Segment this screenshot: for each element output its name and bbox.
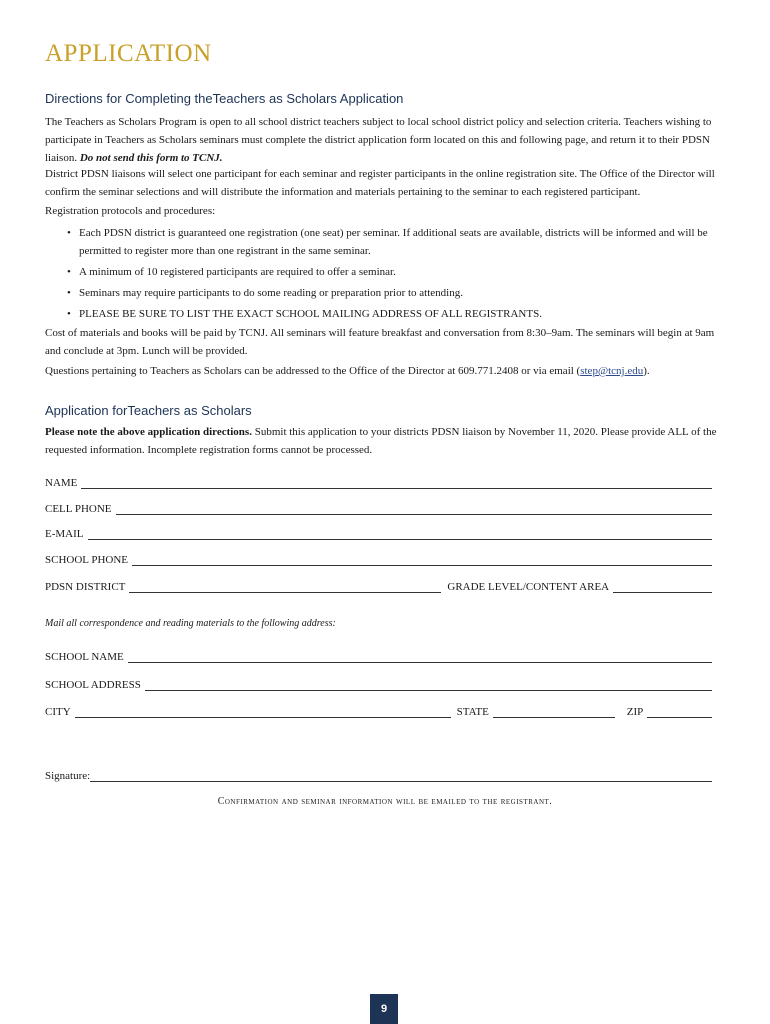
city-state-zip-row — [45, 702, 712, 718]
cell-phone-label: CELL PHONE — [45, 503, 112, 515]
p1-emphasis: Do not send this form to TCNJ. — [79, 152, 223, 164]
confirmation-note: Confirmation and seminar information will be emailed to the registrant. — [217, 796, 553, 807]
page-title: APPLICATION — [45, 40, 212, 67]
directions-paragraph-2: District PDSN liaisons will select one participant for each seminar and register participants in the online registration site. The Office of the Director will confirm the seminar selections and will distribute the information and materials pertaining to the seminar to each registered participant. — [45, 168, 715, 198]
cell-phone-line[interactable] — [116, 504, 712, 515]
school-phone-line[interactable] — [132, 555, 712, 566]
application-heading: Application forTeachers as Scholars — [45, 403, 252, 418]
zip-label: ZIP — [626, 706, 644, 718]
name-line[interactable] — [81, 478, 712, 489]
note-text: Submit this application to your districts PDSN liaison by November 11, 2020. Please provide ALL of the requested information. Incomplete registration forms cannot be processed. — [45, 426, 717, 456]
school-name-line[interactable] — [128, 652, 712, 663]
list-item: • A minimum of 10 registered participants are required to offer a seminar. — [45, 263, 725, 281]
note-bold: Please note the above application directions. — [45, 426, 252, 438]
district-grade-row — [45, 577, 712, 593]
directions-paragraph-3: Registration protocols and procedures: — [45, 205, 216, 217]
mail-note: Mail all correspondence and reading materials to the following address: — [45, 618, 336, 629]
page-number: 9 — [370, 994, 398, 1024]
school-address-label: SCHOOL ADDRESS — [45, 679, 141, 691]
pdsn-district-line[interactable] — [129, 582, 441, 593]
p5-before: Questions pertaining to Teachers as Scholars can be addressed to the Office of the Director at 609.771.2408 or via email ( — [45, 365, 581, 377]
school-address-field[interactable] — [45, 675, 712, 691]
application-note — [45, 423, 725, 459]
pdsn-district-label: PDSN DISTRICT — [45, 581, 126, 593]
name-field[interactable] — [45, 473, 712, 489]
signature-field[interactable] — [45, 766, 712, 782]
school-phone-label: SCHOOL PHONE — [45, 554, 129, 566]
directions-paragraph-4: Cost of materials and books will be paid by TCNJ. All seminars will feature breakfast and conversation from 8:30–9am. The seminars will begin at 9am and conclude at 3pm. Lunch will be provided. — [45, 327, 715, 357]
list-item: • Each PDSN district is guaranteed one registration (one seat) per seminar. If additional seats are available, districts will be informed and will be permitted to register more than one registrant in the same seminar. — [45, 224, 725, 260]
school-name-label: SCHOOL NAME — [45, 651, 124, 663]
state-label: STATE — [456, 706, 489, 718]
cell-phone-field[interactable] — [45, 499, 712, 515]
directions-heading: Directions for Completing theTeachers as Scholars Application — [45, 91, 404, 106]
p1-text: The Teachers as Scholars Program is open to all school district teachers subject to local school district policy and selection criteria. Teachers wishing to participate in Teachers as Scholars seminars must complete the district application form located on this and following page, and return it to their PDSN liaison. — [45, 116, 712, 164]
email-field[interactable] — [45, 524, 712, 540]
grade-level-line[interactable] — [613, 582, 712, 593]
list-item: • Seminars may require participants to do some reading or preparation prior to attending. — [45, 284, 725, 302]
grade-level-label: GRADE LEVEL/CONTENT AREA — [447, 581, 610, 593]
p5-after: ). — [643, 365, 650, 377]
school-name-field[interactable] — [45, 647, 712, 663]
email-line[interactable] — [88, 529, 713, 540]
registration-bullets — [45, 224, 725, 326]
state-line[interactable] — [493, 707, 615, 718]
school-phone-field[interactable] — [45, 550, 712, 566]
email-label: E-MAIL — [45, 528, 84, 540]
directions-paragraph-1 — [45, 113, 725, 167]
school-address-line[interactable] — [145, 680, 712, 691]
email-link[interactable]: step@tcnj.edu — [580, 365, 644, 377]
signature-label: Signature: — [45, 770, 91, 782]
city-label: CITY — [45, 706, 71, 718]
zip-line[interactable] — [647, 707, 712, 718]
signature-line[interactable] — [90, 771, 712, 782]
name-label: NAME — [45, 477, 78, 489]
city-line[interactable] — [75, 707, 451, 718]
directions-paragraph-5 — [45, 362, 725, 380]
list-item: • PLEASE BE SURE TO LIST THE EXACT SCHOOL MAILING ADDRESS OF ALL REGISTRANTS. — [45, 305, 725, 323]
